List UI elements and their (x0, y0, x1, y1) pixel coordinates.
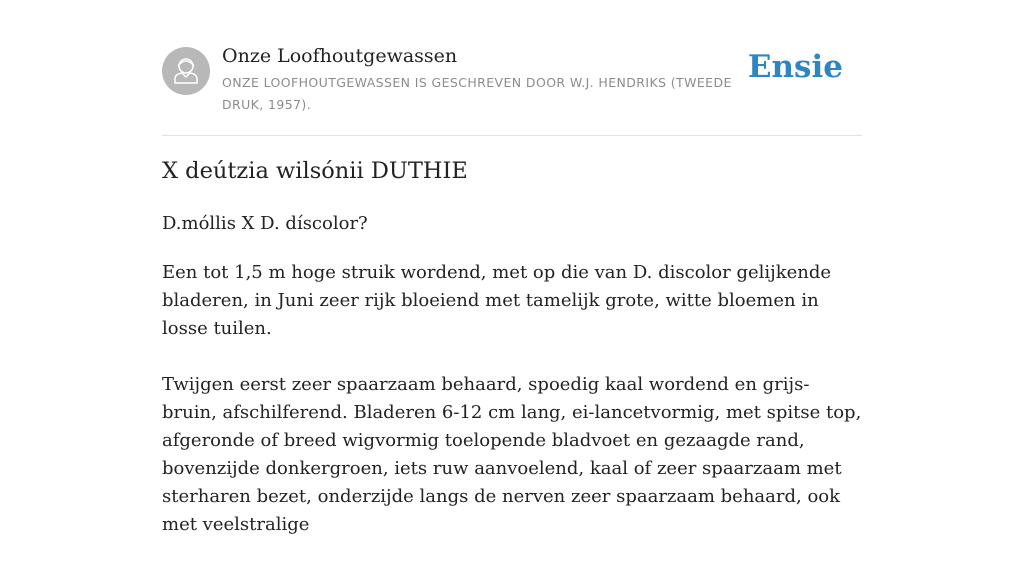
article-page (162, 0, 862, 535)
entry-paragraph: Een tot 1,5 m hoge struik wordend, met op die van D. discolor gelijkende bladeren, in Juni zeer rijk bloeiend met tamelijk grote, witte bloemen in losse tuilen. (162, 262, 832, 339)
entry-body (162, 259, 862, 567)
user-silhouette-icon (162, 47, 210, 95)
source-header (162, 0, 862, 136)
entry-paragraph: Twijgen eerst zeer spaarzaam behaard, spoedig kaal wordend en grijs-bruin, afschilferend. Bladeren 6-12 cm lang, ei-lancetvormig, met spitse top, afgeronde of breed wigvormig toelopende bladvoet en gezaagde rand, bovenzijde donkergroen, iets ruw aanvoelend, kaal of zeer spaarzaam met sterharen bezet, onderzijde langs de nerven zeer spaarzaam behaard, ook met veelstralige (162, 374, 862, 535)
entry-subtitle: D.móllis X D. díscolor? (162, 213, 368, 234)
user-avatar-icon[interactable] (162, 47, 210, 95)
source-title[interactable]: Onze Loofhoutgewassen (222, 45, 458, 67)
source-description: ONZE LOOFHOUTGEWASSEN IS GESCHREVEN DOOR W.J. HENDRIKS (TWEEDE DRUK, 1957). (222, 75, 732, 112)
entry-title: X deútzia wilsónii DUTHIE (162, 158, 468, 184)
ensie-logo[interactable]: Ensie (747, 49, 843, 85)
